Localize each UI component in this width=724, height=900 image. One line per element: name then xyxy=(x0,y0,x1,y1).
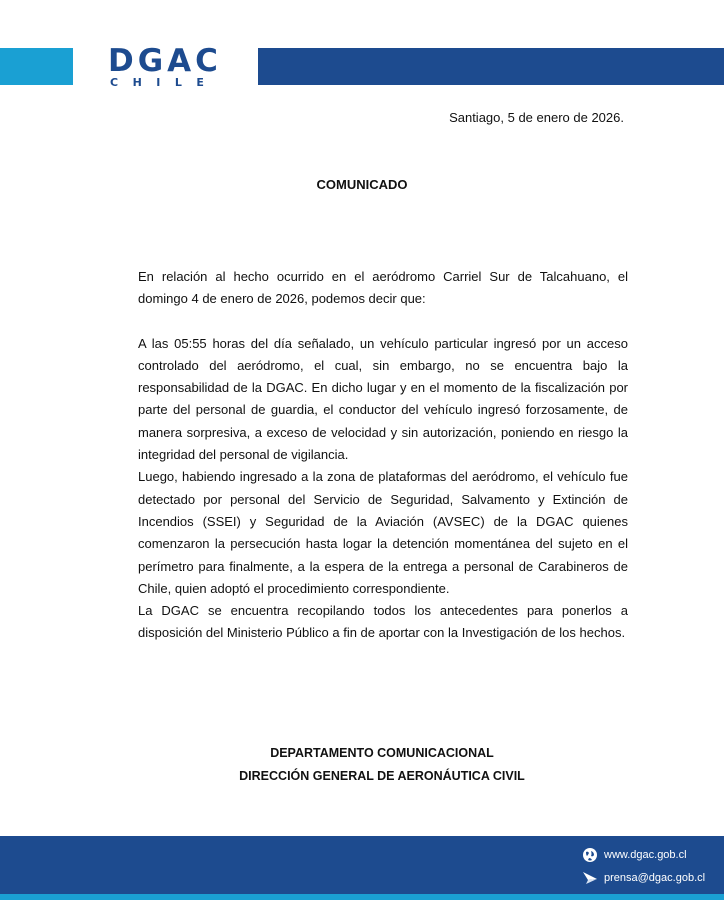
globe-icon xyxy=(582,847,598,863)
paragraph-pursuit: Luego, habiendo ingresado a la zona de plataformas del aeródromo, el vehículo fue detectado por personal del Servicio de Seguridad, Salvamento y Extinción de Incendios (SSEI) y Seguridad de la Aviación (AVSEC) de la DGAC quienes comenzaron la persecución hasta logar la detención momentánea del sujeto en el perímetro para finalmente, a la espera de la entrega a personal de Carabineros de Chile, quien adoptó el procedimiento correspondiente. xyxy=(138,469,628,596)
paragraph-intro: En relación al hecho ocurrido en el aeródromo Carriel Sur de Talcahuano, el domingo 4 de enero de 2026, podemos decir que: xyxy=(138,269,628,307)
document-body xyxy=(138,266,628,645)
header-accent-bar-right xyxy=(258,48,724,85)
signature-department: DEPARTAMENTO COMUNICACIONAL xyxy=(270,746,494,760)
logo-country: CHILE xyxy=(110,76,219,89)
dgac-logo xyxy=(108,44,228,92)
signature-block xyxy=(0,742,724,788)
website-link[interactable]: www.dgac.gob.cl xyxy=(604,849,687,861)
logo-wordmark: DGAC xyxy=(108,43,222,79)
document-title: COMUNICADO xyxy=(316,177,408,192)
signature-institution: DIRECCIÓN GENERAL DE AERONÁUTICA CIVIL xyxy=(239,769,525,783)
footer-accent-stripe xyxy=(0,894,724,900)
email-link[interactable]: prensa@dgac.gob.cl xyxy=(604,872,706,884)
paragraph-incident: A las 05:55 horas del día señalado, un vehículo particular ingresó por un acceso controlado del aeródromo, el cual, sin embargo, no se encuentra bajo la responsabilidad de la DGAC. En dicho lugar y en el momento de la fiscalización por parte del personal de guardia, el conductor del vehículo ingresó forzosamente, de manera sorpresiva, a exceso de velocidad y sin autorización, poniendo en riesgo la integridad del personal de vigilancia. xyxy=(138,335,628,463)
paragraph-investigation: La DGAC se encuentra recopilando todos los antecedentes para ponerlos a disposición del Ministerio Público a fin de aportar con la Investigación de los hechos. xyxy=(138,603,628,641)
footer-website[interactable] xyxy=(582,847,687,863)
document-date: Santiago, 5 de enero de 2026. xyxy=(449,110,624,125)
paper-plane-icon xyxy=(582,870,598,886)
footer-email[interactable] xyxy=(582,870,705,886)
header-accent-bar-left xyxy=(0,48,73,85)
